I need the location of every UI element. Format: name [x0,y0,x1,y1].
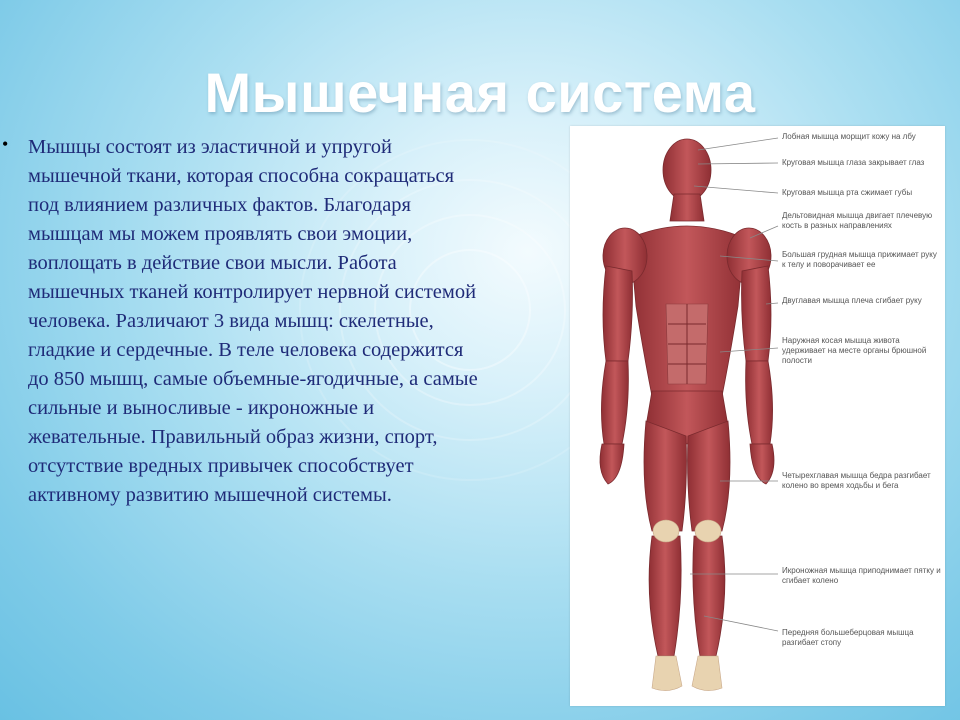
human-body [600,139,774,656]
label-orbicularis-oris: Круговая мышца рта сжимает губы [782,188,913,197]
label-quadriceps: Четырехглавая мышца бедра разгибает колено во время ходьбы и бега [782,471,931,490]
label-orbicularis-oculi: Круговая мышца глаза закрывает глаз [782,158,925,167]
label-external-oblique: Наружная косая мышца живота удерживает на месте органы брюшной полости [782,336,927,365]
body-paragraph: Мышцы состоят из эластичной и упругой мышечной ткани, которая способна сокращаться под влиянием различных фактов. Благодаря мышцам мы можем проявлять свои эмоции, воплощать в действие свои мысли. Работа мышечных тканей контролирует нервной системой человека. Различают 3 вида мышц: скелетные, гладкие и сердечные. В теле человека содержится до 850 мышц, самые объемные-ягодичные, а самые сильные и выносливые - икроножные и жевательные. Правильный образ жизни, спорт, отсутствие вредных привычек способствует активному развитию мышечной системы. [28,136,478,506]
label-frontal-muscle: Лобная мышца морщит кожу на лбу [782,132,916,141]
label-pectoralis-major: Большая грудная мышца прижимает руку к телу и поворачивает ее [782,250,937,269]
label-deltoid: Дельтовидная мышца двигает плечевую кость в разных направлениях [782,211,933,230]
label-biceps: Двуглавая мышца плеча сгибает руку [782,296,922,305]
label-tibialis-anterior: Передняя большеберцовая мышца разгибает стопу [782,628,914,647]
muscle-figure-panel [570,126,945,706]
slide-title: Мышечная система [204,61,756,124]
bullet-mark: • [2,134,9,154]
label-gastrocnemius: Икроножная мышца приподнимает пятку и сгибает колено [782,566,941,585]
